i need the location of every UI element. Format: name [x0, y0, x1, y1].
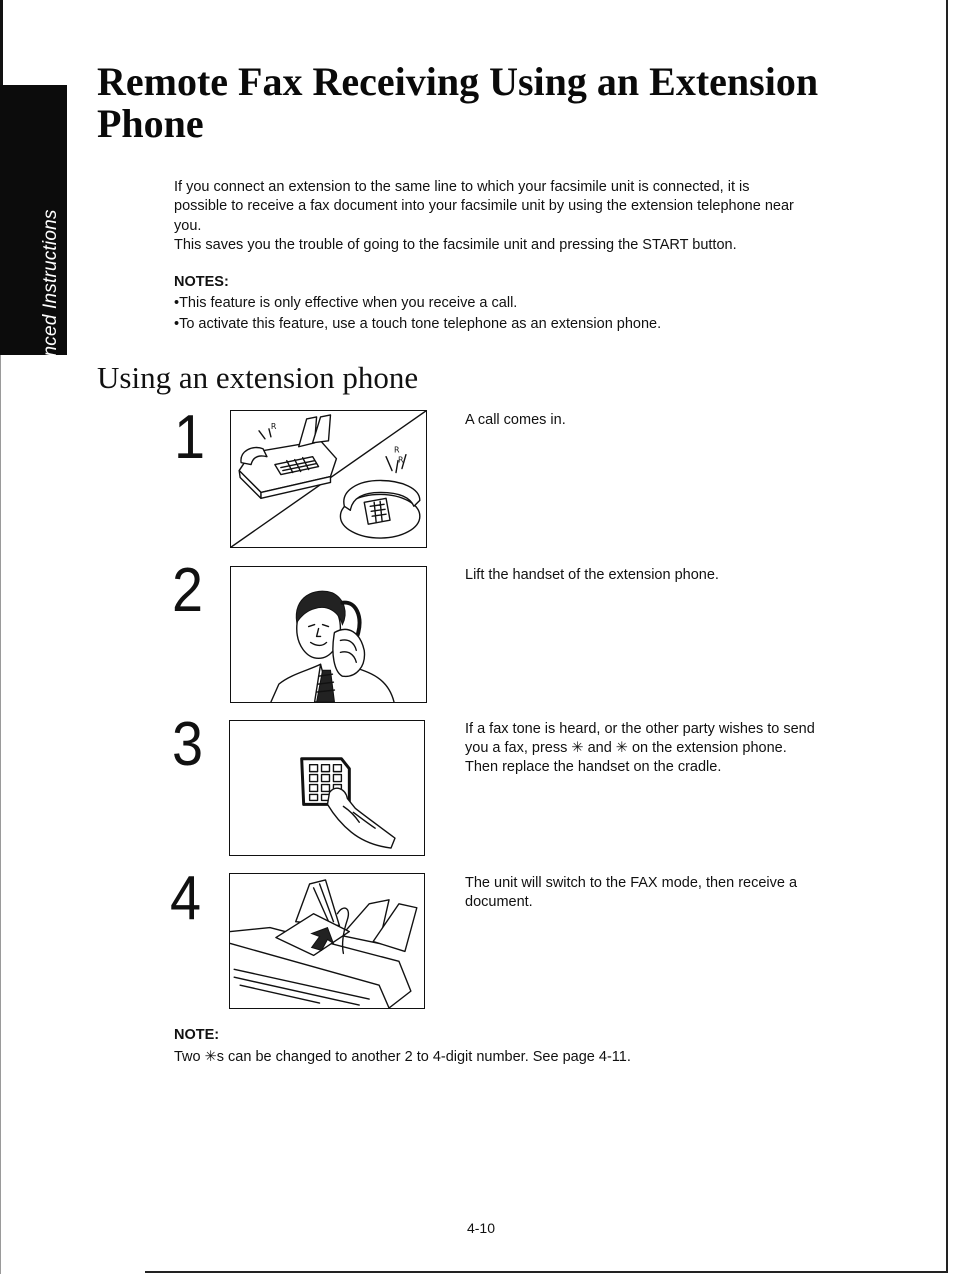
step-number: 2 [172, 556, 204, 625]
step-number: 4 [170, 864, 202, 933]
ring-mark: R [394, 445, 400, 455]
step-text-line: Then replace the handset on the cradle. [465, 759, 722, 775]
note-text: Two ✳s can be changed to another 2 to 4-digit number. See page 4-11. [174, 1049, 631, 1065]
right-edge-line [946, 0, 948, 1273]
step-3-text [465, 720, 815, 777]
step-number: 1 [174, 403, 206, 472]
left-edge-bar [0, 0, 3, 86]
step-1-illustration [230, 410, 427, 548]
page-title: Remote Fax Receiving Using an Extension Phone [97, 59, 819, 146]
note-heading: NOTE: [174, 1027, 220, 1043]
step-text-line: you a fax, press ✳ and ✳ on the extension phone. [465, 740, 787, 756]
fax-machine-drawing [239, 415, 336, 498]
finger-pressing-keypad-icon [230, 721, 424, 855]
step-4-illustration [229, 873, 425, 1009]
man-lifting-handset-icon [231, 567, 426, 702]
chapter-side-tab-label: Advanced Instructions [40, 209, 61, 401]
bottom-edge-line [145, 1271, 948, 1273]
step-2-text [465, 566, 719, 585]
intro-line: If you connect an extension to the same line to which your facsimile unit is connected, it is [174, 179, 750, 195]
fax-receiving-document-icon [230, 874, 424, 1008]
notes-block [174, 272, 661, 335]
intro-paragraph [174, 178, 794, 255]
step-1-text [465, 411, 566, 430]
notes-heading: NOTES: [174, 274, 229, 290]
intro-line: you. [174, 217, 202, 234]
step-text-line: document. [465, 894, 533, 910]
section-heading: Using an extension phone [97, 360, 419, 395]
step-2-illustration [230, 566, 427, 703]
ring-mark: R [270, 421, 277, 431]
intro-line: This saves you the trouble of going to the facsimile unit and pressing the START button. [174, 236, 737, 253]
extension-phone-drawing [340, 446, 419, 538]
step-text-line: If a fax tone is heard, or the other party wishes to send [465, 721, 815, 737]
step-3-illustration [229, 720, 425, 856]
fax-and-extension-phone-ringing-icon [231, 411, 426, 547]
step-4-text [465, 874, 797, 912]
ring-mark: R [397, 455, 404, 465]
step-number: 3 [172, 710, 204, 779]
note-block [174, 1024, 631, 1068]
step-text-line: Lift the handset of the extension phone. [465, 567, 719, 583]
notes-item: •This feature is only effective when you receive a call. [174, 295, 518, 311]
page-number: 4-10 [466, 1220, 496, 1236]
left-edge-line [0, 355, 1, 1274]
step-text-line: The unit will switch to the FAX mode, then receive a [465, 875, 798, 891]
notes-item: •To activate this feature, use a touch tone telephone as an extension phone. [174, 316, 662, 332]
chapter-side-tab [0, 85, 67, 401]
step-text-line: A call comes in. [465, 412, 566, 428]
intro-line: possible to receive a fax document into your facsimile unit by using the extension telephone near [174, 198, 794, 215]
